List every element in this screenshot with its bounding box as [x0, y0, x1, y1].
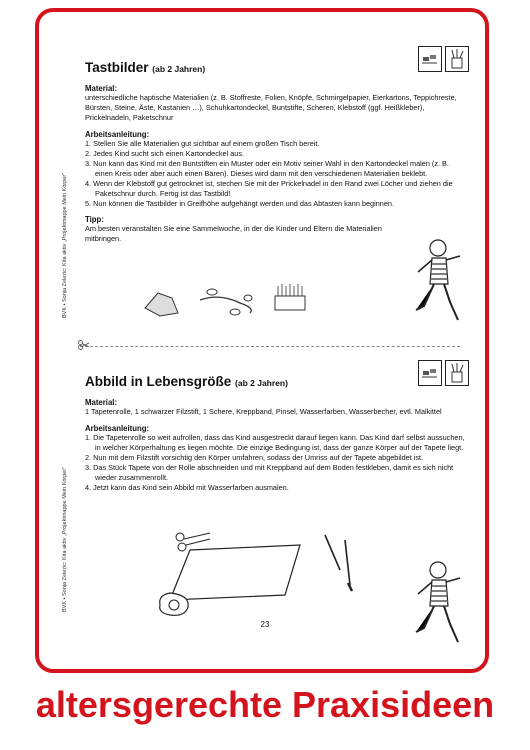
materials-illustration	[140, 278, 320, 323]
tip-label: Tipp:	[85, 215, 104, 224]
section-title	[85, 374, 465, 389]
step-item: 1. Stellen Sie alle Materialien gut sichtbar auf einem großen Tisch bereit.	[85, 139, 320, 148]
step-item: 5. Nun können die Tastbilder in Greifhöhe aufgehängt werden und das Abtasten kann beginnen.	[85, 199, 394, 208]
sidebar-credit-top: BVK • Sonja Zelezic: Kita aktiv „Projektmappe Mein Körper"	[62, 172, 68, 318]
crafts-icon	[418, 360, 442, 386]
age-text: (ab 2 Jahren)	[152, 64, 206, 74]
cut-line	[80, 346, 460, 347]
step-item: 3. Das Stück Tapete von der Rolle abschneiden und mit Kreppband auf dem Boden festkleben, damit es sich nicht wieder zusammenrollt.	[85, 463, 454, 482]
step-item: 2. Nun mit dem Filzstift vorsichtig den Körper umfahren, sodass der Umriss auf der Tapete abgebildet ist.	[85, 453, 424, 462]
tip-text: Am besten veranstalten Sie eine Sammelwoche, in der die Kinder und Eltern die Materialien mitbringen.	[85, 224, 382, 243]
activity-icons-bottom	[418, 360, 472, 388]
steps-list	[85, 433, 465, 493]
section-abbild	[85, 374, 465, 493]
wallpaper-roll-illustration	[150, 525, 370, 620]
pencil-cup-icon	[445, 360, 469, 386]
material-text: unterschiedliche haptische Materialien (z. B. Stoffreste, Folien, Knöpfe, Schmirgelpapier, Eierkartons, Teppichreste, Bürsten, Steine, Äste, Kastanien …), Schuhkartondeckel, Buntstifte, Scheren, Klebstoff (ggf. Heißkleber), Prickelnadeln, Paketschnur	[85, 93, 457, 122]
steps-list	[85, 139, 465, 209]
sidebar-credit-bottom: BVK • Sonja Zelezic: Kita aktiv „Projektmappe Mein Körper"	[62, 466, 68, 612]
footer-banner: altersgerechte Praxisideen	[35, 684, 495, 725]
title-text: Tastbilder	[85, 60, 149, 75]
material-label: Material:	[85, 84, 118, 93]
child-running-illustration	[410, 236, 470, 326]
child-running-illustration	[410, 558, 470, 648]
step-item: 4. Wenn der Klebstoff gut getrocknet ist, stechen Sie mit der Prickelnadel in den Rand zwei Löcher und ziehen die Paketschnur durch. Fertig ist das Tastbild!	[85, 179, 453, 198]
age-text: (ab 2 Jahren)	[235, 378, 288, 388]
material-label: Material:	[85, 398, 118, 407]
scissors-icon	[78, 340, 90, 350]
instructions-label: Arbeitsanleitung:	[85, 424, 150, 433]
material-text: 1 Tapetenrolle, 1 schwarzer Filzstift, 1 Schere, Kreppband, Pinsel, Wasserfarben, Wasserbecher, evtl. Malkittel	[85, 407, 442, 416]
instructions-label: Arbeitsanleitung:	[85, 130, 150, 139]
step-item: 3. Nun kann das Kind mit den Buntstiften ein Muster oder ein Motiv seiner Wahl in den Kartondeckel malen (z. B. einen Kreis oder aber auch einen Bären). Dieses wird dann mit den verschiedenen Materialien beklebt.	[85, 159, 449, 178]
crafts-icon	[418, 46, 442, 72]
step-item: 2. Jedes Kind sucht sich einen Kartondeckel aus.	[85, 149, 245, 158]
step-item: 1. Die Tapetenrolle so weit aufrollen, dass das Kind ausgestreckt darauf liegen kann. Das Kind darf selbst aussuchen, in welcher Körperhaltung es liegen möchte. Die einzige Bedingung ist, dass der ganze Körper auf der Tapete liegt.	[85, 433, 465, 452]
activity-icons-top	[418, 46, 472, 74]
page-number: 23	[260, 620, 270, 629]
pencil-cup-icon	[445, 46, 469, 72]
section-tastbilder	[85, 60, 465, 244]
step-item: 4. Jetzt kann das Kind sein Abbild mit Wasserfarben ausmalen.	[85, 483, 289, 492]
section-title	[85, 60, 465, 75]
title-text: Abbild in Lebensgröße	[85, 374, 232, 389]
